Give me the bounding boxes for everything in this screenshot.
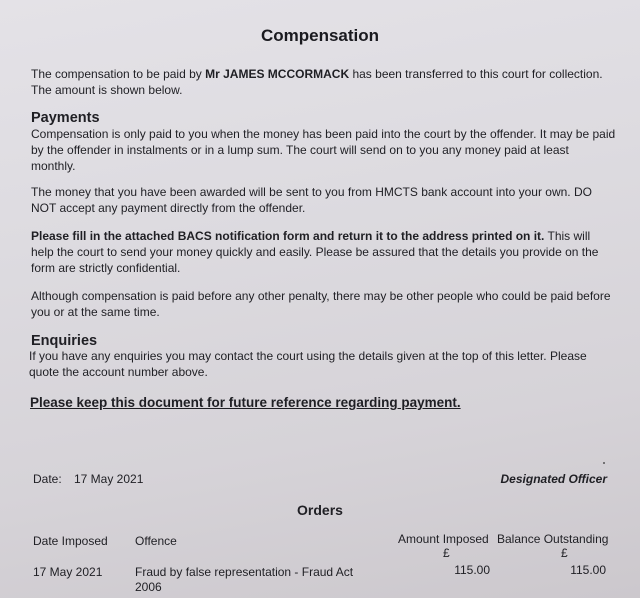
- payments-paragraph-1: Compensation is only paid to you when the money has been paid into the court by the offender. It may be paid by the offender in instalments or in a lump sum. The court will send on to you any money paid at least monthly.: [31, 127, 616, 173]
- designated-officer: Designated Officer: [500, 472, 607, 486]
- keep-document-notice: Please keep this document for future reference regarding payment.: [30, 395, 461, 410]
- row-offence-line1: Fraud by false representation - Fraud Act: [135, 565, 354, 579]
- col-header-date: Date Imposed: [33, 534, 108, 548]
- page-title: Compensation: [260, 26, 380, 45]
- offender-name: Mr JAMES MCCORMACK: [205, 67, 350, 81]
- date-value: 17 May 2021: [74, 472, 144, 486]
- speck: [603, 462, 605, 464]
- balance-currency: £: [561, 546, 568, 560]
- col-header-offence: Offence: [135, 534, 177, 548]
- payments-paragraph-2: The money that you have been awarded will be sent to you from HMCTS bank account into your own. DO NOT accept any payment directly from the offender.: [31, 185, 592, 215]
- row-offence-line2: 2006: [135, 580, 162, 594]
- intro-line2: The amount is shown below.: [31, 83, 183, 97]
- enquiries-heading: Enquiries: [31, 333, 98, 349]
- intro-post: has been transferred to this court for collection.: [349, 67, 603, 81]
- amount-currency: £: [443, 546, 450, 560]
- row-date: 17 May 2021: [33, 565, 103, 579]
- payments-heading: Payments: [31, 110, 100, 126]
- payments-paragraph-3: [31, 228, 616, 276]
- col-header-amount: Amount Imposed: [398, 532, 489, 546]
- enquiries-paragraph: If you have any enquiries you may contact the court using the details given at the top of this letter. Please quote the account number above.: [29, 349, 587, 379]
- orders-title: Orders: [297, 502, 343, 518]
- date-label: Date:: [33, 472, 62, 486]
- row-balance: 115.00: [570, 563, 606, 577]
- col-header-balance: Balance Outstanding: [497, 532, 609, 546]
- bacs-details: This will help the court to send your money quickly and easily. Please be assured that the details you provide on the form are strictly confidential.: [31, 229, 599, 275]
- intro-paragraph: [31, 66, 616, 98]
- payments-paragraph-4: Although compensation is paid before any other penalty, there may be other people who could be paid before you or at the same time.: [31, 289, 611, 319]
- row-amount: 115.00: [454, 563, 490, 577]
- intro-pre: The compensation to be paid by: [31, 67, 206, 81]
- bacs-instruction: Please fill in the attached BACS notification form and return it to the address printed on it.: [31, 229, 545, 243]
